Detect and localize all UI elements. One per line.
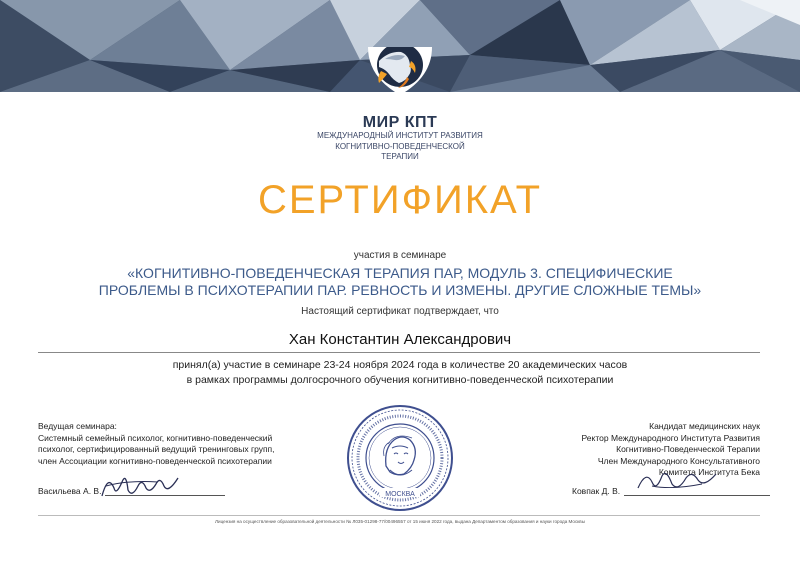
left-signatory-name: Васильева А. В.: [38, 486, 102, 496]
recipient-name: Хан Константин Александрович: [288, 331, 512, 348]
credential-line: Ректор Международного Института Развития: [581, 432, 760, 443]
brand-subtitle-line: ТЕРАПИИ: [381, 152, 419, 161]
credential-line: член Ассоциации когнитивно-поведенческой психотерапии: [38, 455, 272, 466]
brand-logo: [365, 47, 435, 95]
certificate-kind: участия в семинаре: [353, 250, 447, 261]
description-line: в рамках программы долгосрочного обучения когнитивно-поведенческой психотерапии: [186, 374, 614, 386]
credential-line: Комитета Института Бека: [658, 467, 760, 477]
course-title: [0, 265, 800, 299]
course-title-line: «КОГНИТИВНО-ПОВЕДЕНЧЕСКАЯ ТЕРАПИЯ ПАР, МОДУЛЬ 3. СПЕЦИФИЧЕСКИЕ: [127, 265, 673, 281]
recipient-underline: [38, 352, 760, 353]
brand-subtitle-line: КОГНИТИВНО-ПОВЕДЕНЧЕСКОЙ: [335, 141, 465, 151]
description-line: принял(а) участие в семинаре 23-24 ноября 2024 года в количестве 20 академических часов: [172, 359, 628, 371]
seal-city: МОСКВА: [385, 491, 415, 498]
credential-line: Ведущая семинара:: [38, 421, 117, 431]
left-signatory-credentials: [38, 421, 298, 467]
right-signatory-name: Ковпак Д. В.: [572, 486, 621, 496]
brand-subtitle: [0, 131, 800, 163]
official-seal: [346, 404, 454, 512]
credential-line: Системный семейный психолог, когнитивно-поведенческий: [38, 432, 273, 443]
course-title-line: ПРОБЛЕМЫ В ПСИХОТЕРАПИИ ПАР. РЕВНОСТЬ И ИЗМЕНЫ. ДРУГИЕ СЛОЖНЫЕ ТЕМЫ»: [98, 282, 702, 298]
footer-divider: [38, 515, 760, 516]
certificate-title: СЕРТИФИКАТ: [257, 178, 543, 222]
confirm-text: Настоящий сертификат подтверждает, что: [301, 306, 499, 317]
credential-line: психолог, сертифицированный ведущий тренинговых групп,: [38, 444, 275, 454]
profile-portrait-logo-icon: [365, 47, 435, 95]
credential-line: Когнитивно-Поведенческой Терапии: [616, 444, 760, 454]
credential-line: Член Международного Консультативного: [597, 455, 760, 466]
left-handwritten-signature: [98, 468, 188, 502]
participation-description: [0, 358, 800, 388]
license-text: Лицензия на осуществление образовательной деятельности № Л035-01298-77/00496557 от 15 июня 2022 года, выдана Департаментом образования и науки города Москвы: [214, 519, 586, 524]
credential-line: Кандидат медицинских наук: [649, 421, 760, 431]
brand-name: МИР КПТ: [362, 114, 438, 131]
brand-subtitle-line: МЕЖДУНАРОДНЫЙ ИНСТИТУТ РАЗВИТИЯ: [317, 131, 483, 140]
right-handwritten-signature: [632, 466, 722, 496]
